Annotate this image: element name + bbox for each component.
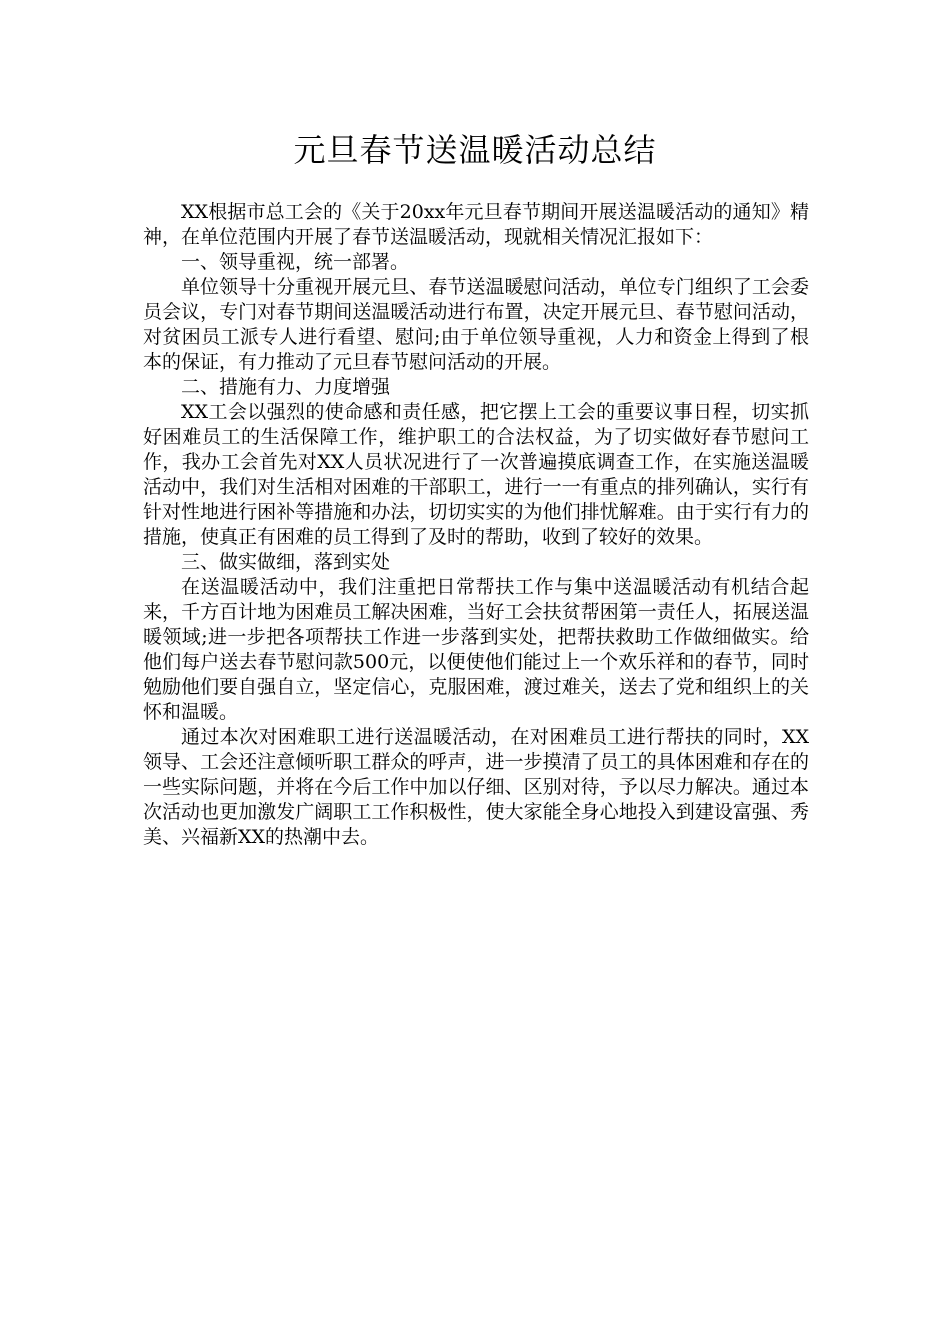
conclusion-paragraph: 通过本次对困难职工进行送温暖活动，在对困难员工进行帮扶的同时，XX领导、工会还注意倾听职工群众的呼声，进一步摸清了员工的具体困难和存在的一些实际问题，并将在今后工作中加以仔细、区别对待，予以尽力解决。通过本次活动也更加激发广阔职工工作积极性，使大家能全身心地投入到建设富强、秀美、兴福新XX的热潮中去。 (143, 726, 809, 848)
document-body (143, 200, 809, 850)
section-heading-2: 二、措施有力、力度增强 (181, 376, 391, 398)
section-paragraph-1: 单位领导十分重视开展元旦、春节送温暖慰问活动，单位专门组织了工会委员会议，专门对春节期间送温暖活动进行布置，决定开展元旦、春节慰问活动，对贫困员工派专人进行看望、慰问;由于单位领导重视，人力和资金上得到了根本的保证，有力推动了元旦春节慰问活动的开展。 (143, 276, 809, 373)
section-paragraph-2: XX工会以强烈的使命感和责任感，把它摆上工会的重要议事日程，切实抓好困难员工的生活保障工作，维护职工的合法权益，为了切实做好春节慰问工作，我办工会首先对XX人员状况进行了一次普遍摸底调查工作，在实施送温暖活动中，我们对生活相对困难的干部职工，进行一一有重点的排列确认，实行有针对性地进行困补等措施和办法，切切实实的为他们排忧解难。由于实行有力的措施，使真正有困难的员工得到了及时的帮助，收到了较好的效果。 (143, 401, 809, 548)
section-paragraph-3: 在送温暖活动中，我们注重把日常帮扶工作与集中送温暖活动有机结合起来，千方百计地为困难员工解决困难，当好工会扶贫帮困第一责任人，拓展送温暖领域;进一步把各项帮扶工作进一步落到实处，把帮扶救助工作做细做实。给他们每户送去春节慰问款500元，以便使他们能过上一个欢乐祥和的春节，同时勉励他们要自强自立，坚定信心，克服困难，渡过难关，送去了党和组织上的关怀和温暖。 (143, 576, 809, 723)
section-heading-3: 三、做实做细，落到实处 (181, 551, 391, 573)
section-heading-1: 一、领导重视，统一部署。 (181, 251, 410, 273)
intro-paragraph: XX根据市总工会的《关于20xx年元旦春节期间开展送温暖活动的通知》精神，在单位范围内开展了春节送温暖活动，现就相关情况汇报如下： (143, 201, 809, 248)
document-title: 元旦春节送温暖活动总结 (293, 131, 657, 169)
